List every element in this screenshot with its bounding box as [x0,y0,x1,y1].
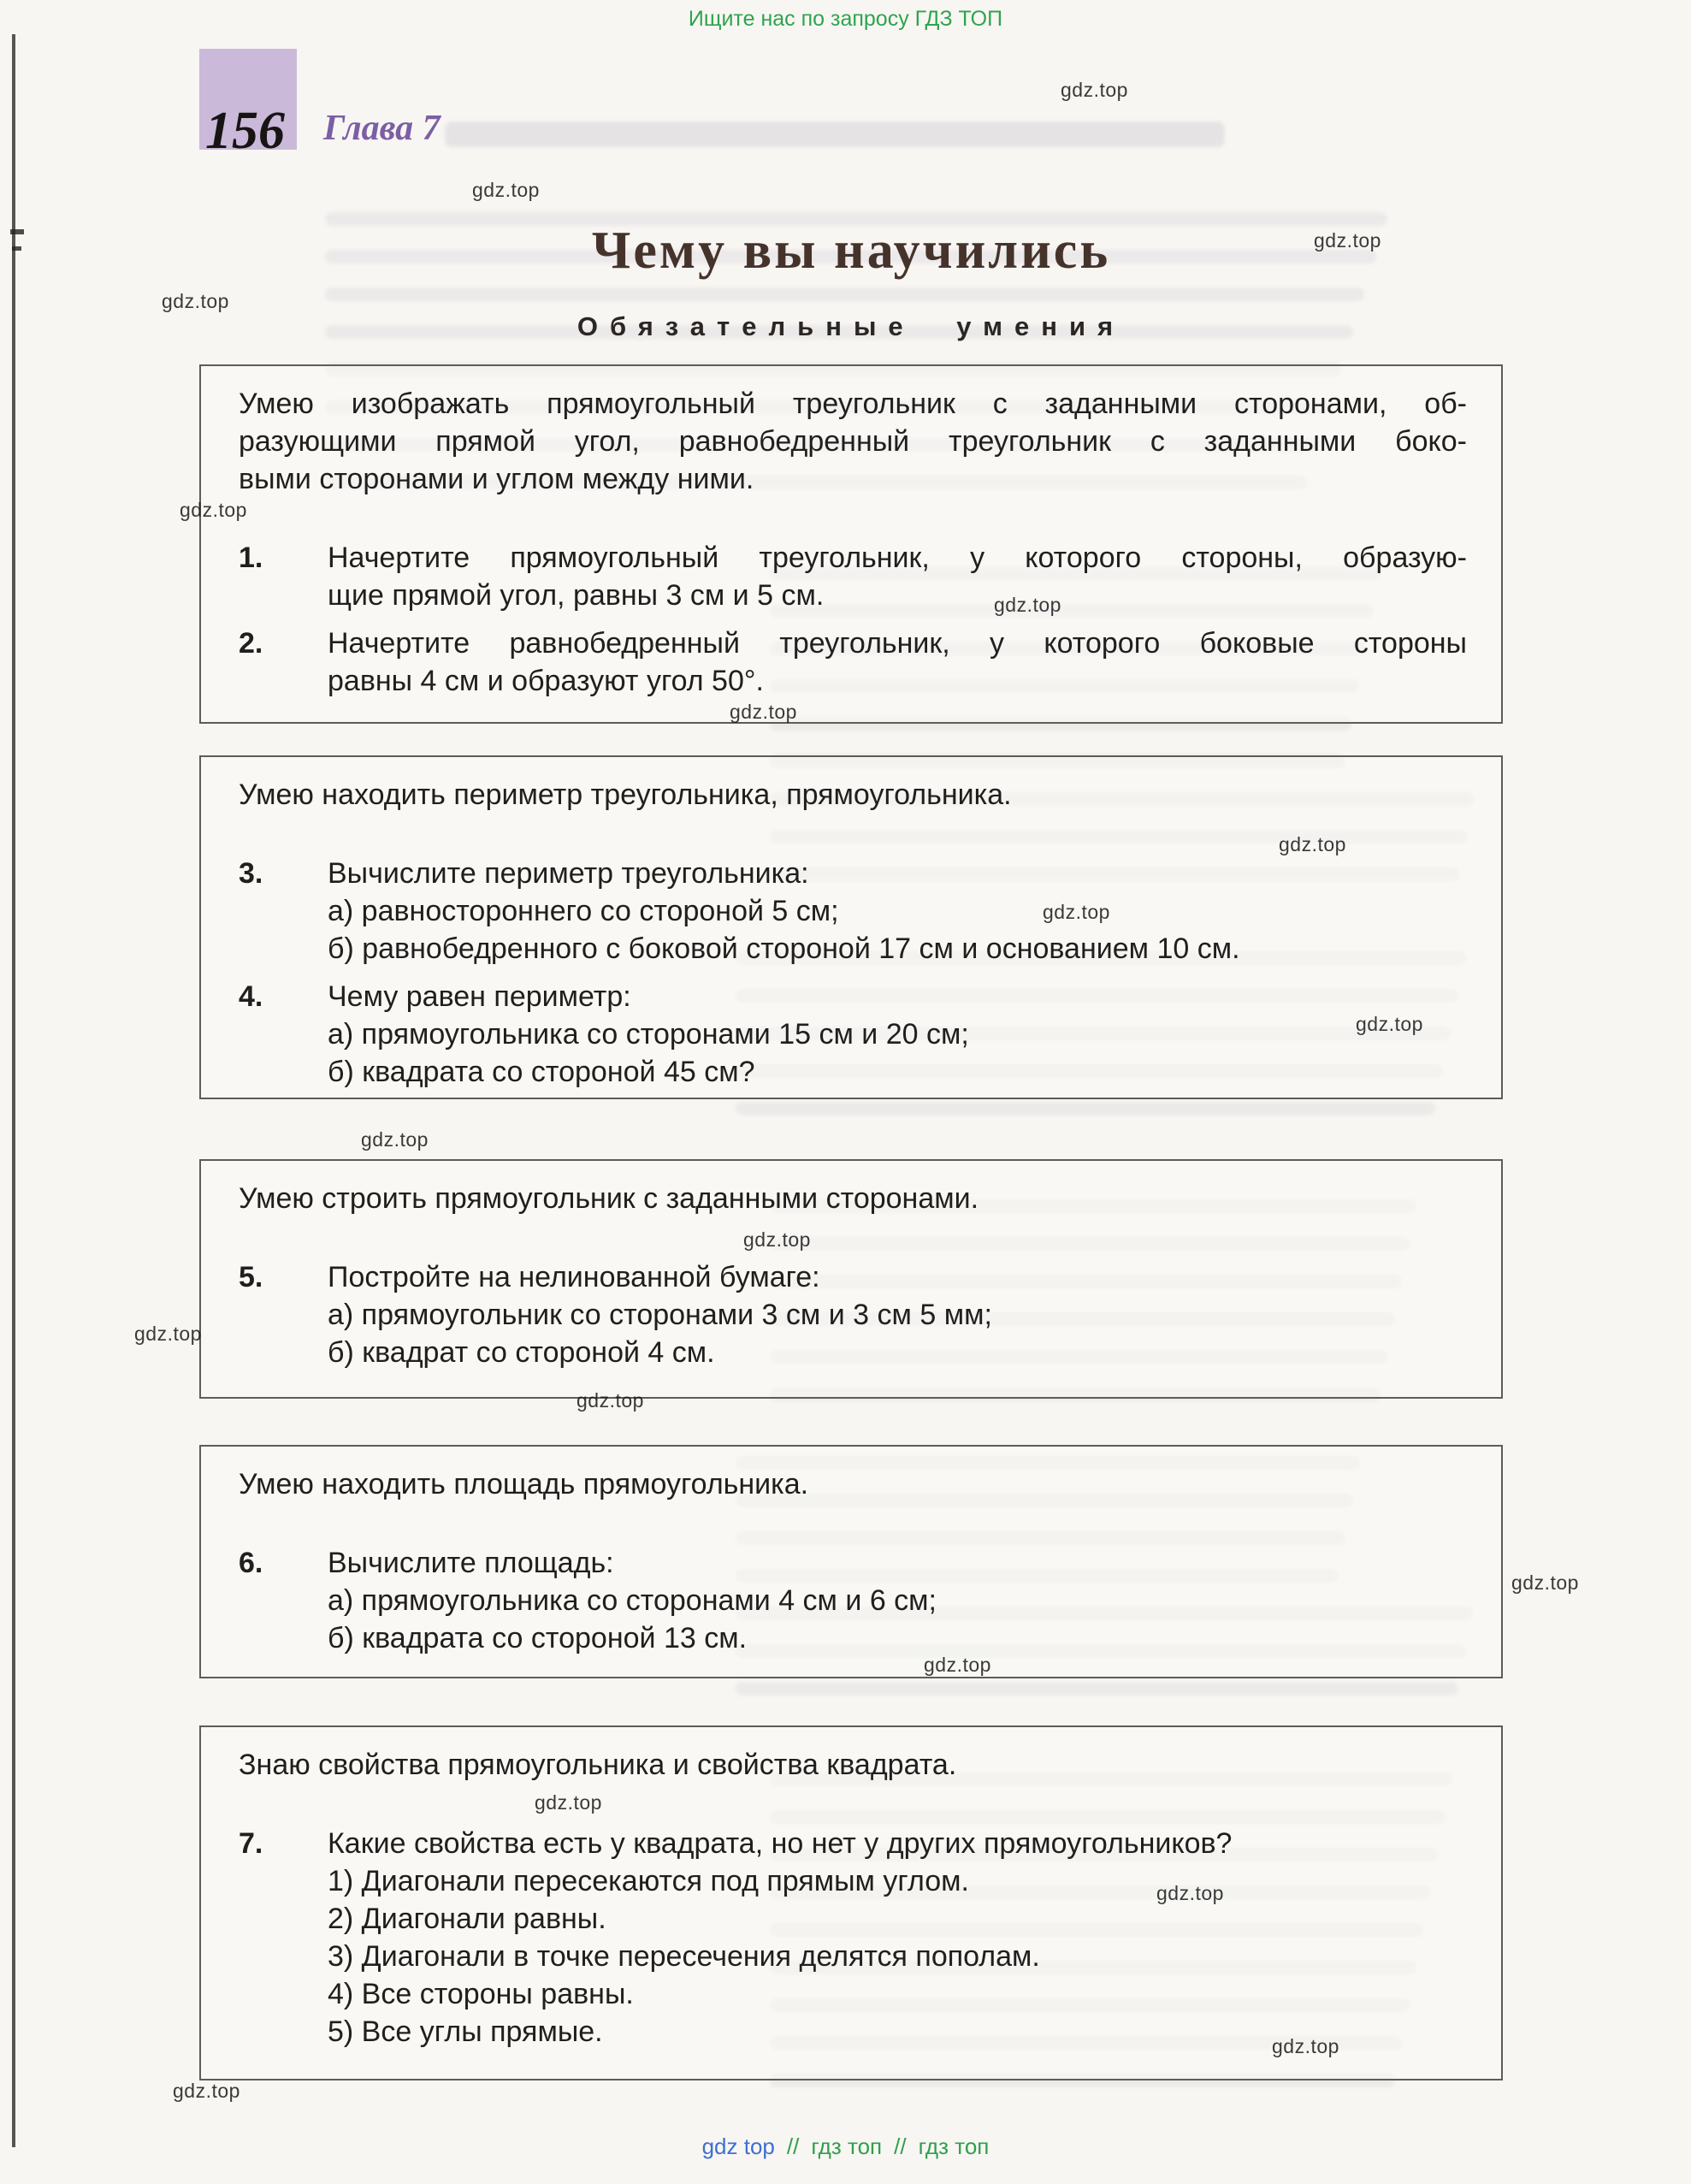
gdz-watermark: gdz.top [924,1654,991,1676]
exercise-line: 2) Диагонали равны. [328,1903,606,1935]
exercise-line: Постройте на нелинованной бумаге: [328,1261,820,1293]
exercise [239,1258,1467,1371]
bottom-promo-banner [0,2134,1691,2160]
skill-statement [239,385,1467,498]
exercise-line: 4) Все стороны равны. [328,1978,634,2010]
skill-box [199,364,1503,724]
gdz-watermark: gdz.top [743,1228,811,1251]
bleedthrough-line [325,287,1364,301]
bleedthrough-line [736,1682,1458,1696]
exercise-line: б) квадрата со стороной 13 см. [328,1622,748,1654]
exercise-line: Чему равен периметр: [328,980,631,1013]
bleedthrough-line [445,121,1225,147]
exercise-number: 7. [239,1827,263,1860]
exercise [239,978,1467,1091]
gdz-watermark: gdz.top [535,1791,602,1814]
exercise-line: Вычислите периметр треугольника: [328,857,809,890]
exercise-number: 1. [239,542,263,574]
gdz-watermark: gdz.top [1061,79,1128,101]
footer-separator: // [786,2134,800,2159]
exercise-line: 1) Диагонали пересекаются под прямым углом. [328,1865,969,1897]
exercise-line: 5) Все углы прямые. [328,2015,603,2048]
exercise [239,624,1467,700]
footer-site-label: гдз топ [918,2134,990,2159]
skill-statement [239,1180,1467,1217]
exercise-body [328,978,1467,1091]
skill-box [199,1725,1503,2080]
exercise-line: Вычислите площадь: [328,1547,614,1579]
gdz-watermark: gdz.top [1314,229,1381,252]
bleedthrough-line [736,1102,1435,1116]
gdz-watermark: gdz.top [1156,1882,1224,1904]
exercise [239,539,1467,614]
skill-statement [239,776,1467,814]
exercise-body [328,539,1467,614]
exercise-body [328,624,1467,700]
exercise-line: б) равнобедренного с боковой стороной 17 см и основанием 10 см. [328,932,1240,965]
gdz-watermark: gdz.top [173,2080,240,2102]
exercise-number: 2. [239,627,263,660]
exercise-number: 6. [239,1547,263,1579]
section-subtitle: Обязательные умения [576,311,1126,341]
scan-mark [10,229,24,234]
exercise-body [328,1825,1467,2051]
gdz-watermark: gdz.top [576,1389,644,1412]
exercise-line: б) квадрата со стороной 45 см? [328,1056,755,1088]
gdz-watermark: gdz.top [134,1323,202,1345]
skill-statement-line: выми сторонами и углом между ними. [239,463,754,495]
exercise-group [239,539,1467,700]
exercise-line: б) квадрат со стороной 4 см. [328,1336,715,1369]
exercise-line: а) прямоугольника со сторонами 4 см и 6 см; [328,1584,937,1617]
exercise-group [239,1544,1467,1657]
gdz-watermark: gdz.top [1511,1571,1579,1594]
skill-statement [239,1746,1467,1784]
exercise-body [328,1258,1467,1371]
gdz-watermark: gdz.top [1272,2035,1339,2057]
exercise-group [239,855,1467,1091]
exercise-line: Начертите равнобедренный треугольник, у которого боковые стороны [328,627,1467,660]
skill-statement-line: Знаю свойства прямоугольника и свойства квадрата. [239,1749,957,1781]
gdz-watermark: gdz.top [730,701,797,723]
exercise-body [328,1544,1467,1657]
gdz-watermark: gdz.top [162,290,229,312]
exercise-line: а) равностороннего со стороной 5 см; [328,895,839,927]
gdz-watermark: gdz.top [1356,1013,1423,1035]
exercise [239,1544,1467,1657]
footer-separator: // [894,2134,907,2159]
exercise-line: а) прямоугольника со сторонами 15 см и 20 см; [328,1018,969,1051]
exercise-line: 3) Диагонали в точке пересечения делятся пополам. [328,1940,1040,1973]
skill-box [199,1445,1503,1678]
scan-edge-line [12,34,15,2147]
skill-box [199,755,1503,1099]
gdz-watermark: gdz.top [472,179,540,201]
exercise-line: а) прямоугольник со сторонами 3 см и 3 см 5 мм; [328,1299,992,1331]
exercise [239,855,1467,968]
skill-statement-line: Умею строить прямоугольник с заданными сторонами. [239,1182,979,1215]
gdz-watermark: gdz.top [1279,833,1346,855]
exercise-number: 4. [239,980,263,1013]
page-number: 156 [205,102,285,160]
skill-statement-line: Умею находить периметр треугольника, прямоугольника. [239,778,1012,811]
exercise-group [239,1258,1467,1371]
footer-site-label: гдз топ [811,2134,883,2159]
exercise-line: Какие свойства есть у квадрата, но нет у других прямоугольников? [328,1827,1233,1860]
top-promo-banner: Ищите нас по запросу ГДЗ ТОП [688,7,1003,31]
exercise-line: щие прямой угол, равны 3 см и 5 см. [328,579,825,612]
gdz-watermark: gdz.top [180,499,247,521]
footer-site-label: gdz top [701,2134,775,2159]
gdz-watermark: gdz.top [1043,901,1110,923]
gdz-watermark: gdz.top [361,1128,429,1151]
scan-mark [12,246,21,251]
section-title: Чему вы научились [591,222,1111,280]
skill-box [199,1159,1503,1399]
chapter-label: Глава 7 [323,109,440,148]
gdz-watermark: gdz.top [994,594,1061,616]
exercise-number: 3. [239,857,263,890]
exercise [239,1825,1467,2051]
skill-statement [239,1465,1467,1503]
skill-statement-line: Умею изображать прямоугольный треугольник с заданными сторонами, об- [239,388,1467,420]
exercise-group [239,1825,1467,2051]
exercise-number: 5. [239,1261,263,1293]
skill-statement-line: Умею находить площадь прямоугольника. [239,1468,809,1500]
exercise-body [328,855,1467,968]
exercise-line: Начертите прямоугольный треугольник, у которого стороны, образую- [328,542,1467,574]
exercise-line: равны 4 см и образуют угол 50°. [328,665,764,697]
skill-statement-line: разующими прямой угол, равнобедренный треугольник с заданными боко- [239,425,1467,458]
